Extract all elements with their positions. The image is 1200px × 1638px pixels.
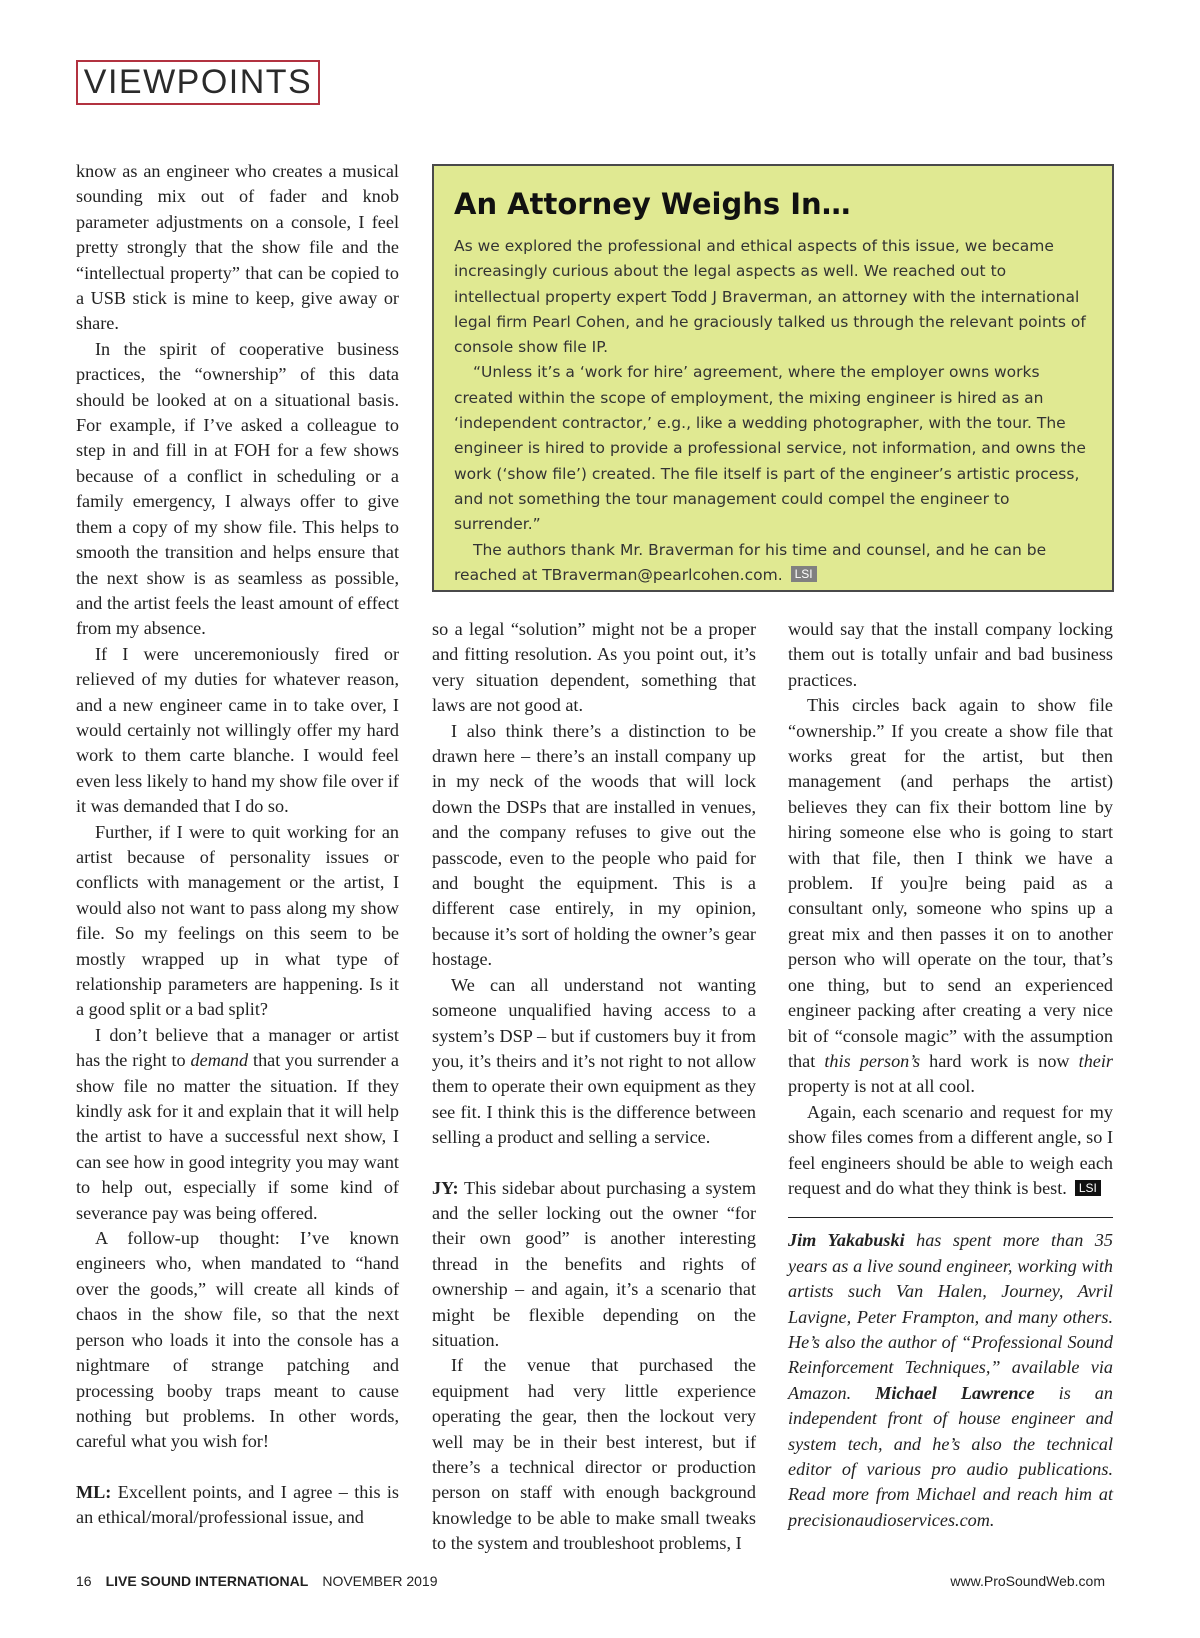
footer-left	[76, 1573, 438, 1589]
column-left	[76, 159, 399, 1531]
text-run: This circles back again to show file “ownership.” If you create a show file that works great for the artist, but then management (and perhaps the artist) believes they can fix their bottom line by hiring someone else who is going to start with that file, then I think we have a problem. If you]re being paid as a consultant only, someone who spins up a great mix and then passes it on to another person who will operate on the tour, that’s one thing, but to send an experienced engineer packing after creating a very nice bit of “console magic” with the assumption that	[788, 695, 1113, 1071]
text-run: Again, each scenario and request for my show files comes from a different angle, so I feel engineers should be able to weigh each request and do what they think is best.	[788, 1101, 1113, 1198]
paragraph: know as an engineer who creates a musical sounding mix out of fader and knob parameter adjustments on a console, I feel pretty strongly that the show file and the “intellectual property” that can be copied to a USB stick is mine to keep, give away or share.	[76, 161, 399, 334]
lsi-badge: LSI	[791, 566, 817, 582]
speaker-label: JY:	[432, 1177, 459, 1198]
text-run: I don’t believe that a manager or artist has the right to	[76, 1024, 399, 1071]
paragraph: so a legal “solution” might not be a proper and fitting resolution. As you point out, it’s very situation dependent, something that laws are not good at.	[432, 619, 756, 716]
paragraph: I also think there’s a distinction to be drawn here – there’s an install company up in my neck of the woods that will lock down the DSPs that are installed in venues, and the company refuses to give out the passcode, even to the people who paid for and bought the equipment. This is a different case entirely, in my opinion, because it’s sort of holding the owner’s gear hostage.	[432, 720, 756, 970]
paragraph: would say that the install company locking them out is totally unfair and bad business practices.	[788, 619, 1113, 690]
emphasis: demand	[190, 1050, 249, 1071]
author-name: Michael Lawrence	[875, 1382, 1035, 1403]
paragraph: A follow-up thought: I’ve known engineers who, when mandated to “hand over the goods,” will create all kinds of chaos in the show file, so that the next person who loads it into the console has a nightmare of strange patching and processing booby traps meant to cause nothing but problems. In other words, careful what you wish for!	[76, 1228, 399, 1452]
sidebar-title: An Attorney Weighs In…	[454, 187, 851, 221]
paragraph	[788, 693, 1113, 1100]
footer-url: www.ProSoundWeb.com	[950, 1573, 1105, 1589]
page-number: 16	[76, 1573, 92, 1589]
text-run: that you surrender a show file no matter the situation. If they kindly ask for it and explain that it will help the artist to have a successful next show, I can see how in good integrity you may want to help out, especially if some kind of severance pay was being offered.	[76, 1050, 399, 1223]
text-run: has spent more than 35 years as a live sound engineer, working with artists such Van Halen, Journey, Avril Lavigne, Peter Frampton, and many others. He’s also the author of “Professional Sound Reinforcement Techniques,” available via Amazon.	[788, 1230, 1113, 1403]
sidebar-paragraph: “Unless it’s a ‘work for hire’ agreement, where the employer owns works created within the scope of employment, the mixing engineer is hired as an ‘independent contractor,’ e.g., like a wedding photographer, with the tour. The engineer is hired to provide a professional service, not information, and owns the work (‘show file’) created. The file itself is part of the engineer’s artistic process, and not something the tour management could compel the engineer to surrender.”	[454, 363, 1086, 534]
text-run: This sidebar about purchasing a system and the seller locking out the owner “for their own good” is another interesting thread in the benefits and rights of ownership – and again, it’s a scenario that might be flexible depending on the situation.	[432, 1177, 756, 1350]
text-run: Excellent points, and I agree – this is an ethical/moral/professional issue, and	[76, 1481, 399, 1528]
issue-date: NOVEMBER 2019	[322, 1573, 438, 1589]
emphasis: their	[1078, 1050, 1114, 1071]
column-middle	[432, 617, 756, 1557]
paragraph: If I were unceremoniously fired or relieved of my duties for whatever reason, and a new engineer came in to take over, I would certainly not willingly offer my hard work to them carte blanche. I would feel even less likely to hand my show file over if it was demanded that I do so.	[76, 643, 399, 817]
paragraph	[76, 1480, 399, 1531]
sidebar-paragraph: As we explored the professional and ethical aspects of this issue, we became increasingly curious about the legal aspects as well. We reached out to intellectual property expert Todd J Braverman, an attorney with the international legal firm Pearl Cohen, and he graciously talked us through the relevant points of console show file IP.	[454, 237, 1086, 357]
author-bio	[788, 1228, 1113, 1533]
column-right	[788, 617, 1113, 1533]
divider	[788, 1217, 1113, 1218]
speaker-label: ML:	[76, 1481, 112, 1502]
text-run: The authors thank Mr. Braverman for his time and counsel, and he can be reached at TBraverman@pearlcohen.com.	[454, 540, 1047, 584]
paragraph	[432, 1176, 756, 1354]
sidebar-paragraph	[454, 538, 1092, 589]
paragraph: We can all understand not wanting someone unqualified having access to a system’s DSP – but if customers buy it from you, it’s theirs and it’s not right to not allow them to operate their own equipment as they see fit. I think this is the difference between selling a product and selling a service.	[432, 974, 756, 1148]
emphasis: this person’s	[824, 1050, 921, 1071]
lsi-badge: LSI	[1075, 1180, 1101, 1196]
text-run: hard work is now	[920, 1050, 1079, 1071]
sidebar-box	[432, 164, 1114, 592]
magazine-name: LIVE SOUND INTERNATIONAL	[105, 1573, 309, 1589]
paragraph	[76, 1023, 399, 1226]
paragraph: If the venue that purchased the equipment had very little experience operating the gear, then the lockout very well may be in their best interest, but if there’s a technical director or production person on staff with enough background knowledge to be able to make small tweaks to the system and troubleshoot problems, I	[432, 1355, 756, 1554]
paragraph	[788, 1100, 1113, 1202]
paragraph: Further, if I were to quit working for an artist because of personality issues or conflicts with management or the artist, I would also not want to pass along my show file. So my feelings on this seem to be mostly wrapped up in what type of relationship parameters are happening. Is it a good split or a bad split?	[76, 821, 399, 1020]
author-name: Jim Yakabuski	[788, 1230, 905, 1251]
text-run: is an independent front of house engineer and system tech, and he’s also the technical editor of various pro audio publications. Read more from Michael and reach him at precisionaudioservices.com.	[788, 1382, 1113, 1530]
paragraph: In the spirit of cooperative business practices, the “ownership” of this data should be looked at on a situational basis. For example, if I’ve asked a colleague to step in and fill in at FOH for a few shows because of a conflict in scheduling or a family emergency, I always offer to give them a copy of my show file. This helps to smooth the transition and helps ensure that the next show is as seamless as possible, and the artist feels the least amount of effect from my absence.	[76, 338, 399, 639]
section-tag: VIEWPOINTS	[76, 60, 320, 105]
text-run: property is not at all cool.	[788, 1076, 975, 1097]
